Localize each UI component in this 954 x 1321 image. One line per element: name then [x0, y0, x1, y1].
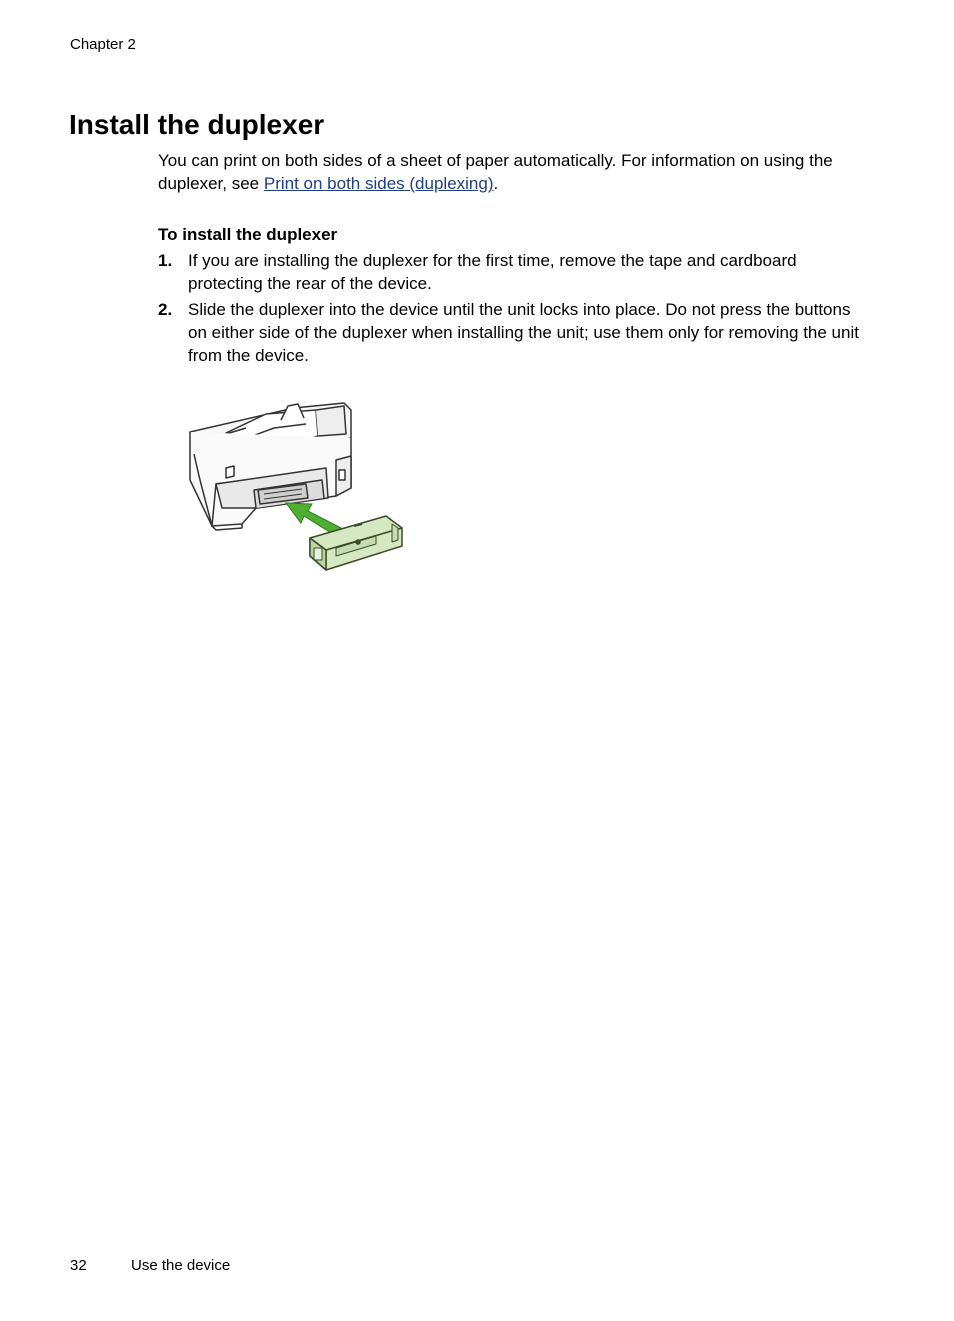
procedure-title: To install the duplexer: [158, 225, 338, 244]
step-number: 2.: [158, 300, 173, 319]
footer-section: Use the device: [131, 1257, 231, 1274]
intro-text: You can print on both sides of a sheet of paper automatically. For information on using the duplexer, see: [158, 151, 833, 193]
step-text: Slide the duplexer into the device until the unit locks into place. Do not press the buttons on either side of the duplexer when installing the unit; use them only for removing the unit from the device.: [188, 300, 859, 365]
step-item: [158, 249, 868, 295]
steps-list: [158, 249, 868, 367]
intro-end: .: [493, 174, 499, 193]
printer-icon: [190, 403, 351, 530]
step-item: [158, 298, 868, 367]
duplexing-link[interactable]: Print on both sides (duplexing): [263, 174, 494, 193]
page-title: Install the duplexer: [69, 109, 325, 140]
main-content: [158, 149, 868, 370]
intro-paragraph: [158, 149, 868, 195]
page-number: 32: [70, 1257, 87, 1274]
step-text: If you are installing the duplexer for the first time, remove the tape and cardboard protecting the rear of the device.: [188, 251, 797, 293]
step-number: 1.: [158, 251, 173, 270]
duplexer-illustration: [186, 398, 406, 580]
running-header: Chapter 2: [70, 36, 136, 53]
